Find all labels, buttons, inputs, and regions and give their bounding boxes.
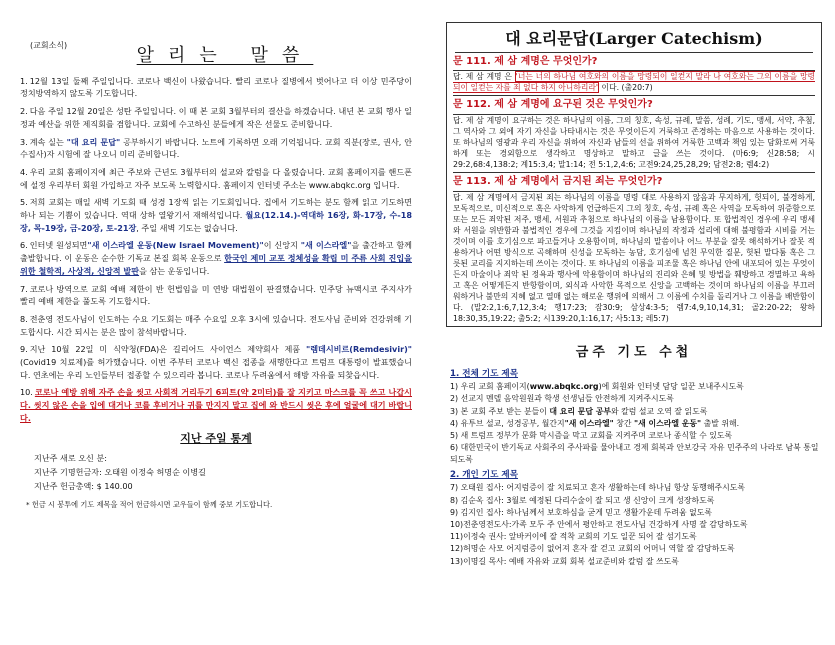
right-column: [446, 22, 822, 568]
catechism-title: 대 요리문답(Larger Catechism): [455, 23, 813, 53]
announcement-item: 1. 12월 13일 둘째 주일입니다. 코로나 백신이 나왔습니다. 빨리 코로나 질병에서 벗어나고 더 이상 민주당이 정치방역하지 않도록 기도합니다.: [20, 75, 412, 99]
announcement-item: 8. 전춘영 전도사님이 인도하는 수요 기도회는 매주 수요일 오후 3시에 있습니다. 전도사님 준비와 건강위해 기도합시다. 시간 되시는 분은 많이 참석바랍니다.: [20, 313, 412, 337]
question-112: 문 112. 제 삼 계명에 요구된 것은 무엇인가?: [453, 99, 653, 111]
announcement-item: 9. 지난 10월 22일 미 식약청(FDA)은 길리어드 사이언스 제약회사 제품 "렘데시비르(Remdesivir)"(Covid19 치료제)를 허가했습니다. 이번 주부터 코로나 백신 접종을 새행한다고 트럼프 대통령이 발표했습니다. 연초에는 우리 노인들부터 접종할 수 있으리라 봅니다. 코로나 두려움에서 해방 자유를 되찾읍시다.: [20, 344, 412, 380]
announcement-item: 5. 저희 교회는 매일 새벽 기도회 때 성경 1장씩 읽는 기도회입니다. 집에서 기도하는 분도 함께 읽고 기도하면 하나 되는 기쁨이 있습니다. 역대 상하 열왕기서 재해석입니다. 월요(12.14.)-역대하 16장, 화-17장, 수-18장, 목-19장, 금-20장, 토-21장, 주일 새벽 기도는 없습니다.: [20, 197, 412, 233]
prayer-item: 5) 새 트럼프 정부가 문화 막시즘을 막고 교회를 지켜주며 코로나 종식할 수 있도록: [450, 431, 733, 441]
announcement-item: 3. 계속 실는 "대 요리 문답" 공부하시기 바랍니다. 노트에 기록하면 오래 기억됩니다. 교회 직분(장로, 권사, 안수집사)자 시험에 잘 나오니 미리 준비합니다.: [20, 136, 413, 160]
prayer-item: 7) 오태원 집사: 어지럼증이 잘 치료되고 혼자 생활하는데 하나님 항상 동행해주시도록: [450, 483, 746, 493]
stat-new-visitors: 지난주 새로 오신 분:: [34, 453, 107, 464]
announcements-column: [20, 28, 412, 512]
church-news-tag: (교회소식): [30, 41, 68, 50]
question-111: 문 111. 제 삼 계명은 무엇인가?: [453, 55, 598, 67]
prayer-item: 9) 김지인 집사: 하나님께서 보호하심을 굳게 믿고 생활가운데 두려움 없도록: [450, 507, 713, 517]
prayer-item: 4) 유투브 설교, 성경공부, 월간지"새 이스라엘" 창간 "새 이스라엘 운동" 출발 위해.: [450, 418, 740, 428]
announcement-item: 7. 코로나 방역으로 교회 예배 제한이 반 헌법임을 미 연방 대법원이 판결했습니다. 민주당 뉴맥시코 주지사가 빨리 예배 제한을 풀도록 기도합시다.: [20, 283, 412, 307]
prayer-item: 2) 선교지 멘델 음악원원과 학생 선생님들 안전하게 지켜주시도록: [450, 394, 674, 404]
stat-offering-total: 지난주 헌금총액: $ 140.00: [34, 481, 133, 492]
prayer-item: 11)이정숙 권사: 앞바커이에 잘 적착 교회의 기도 일꾼 되어 잘 섬기도록: [450, 532, 697, 542]
prayer-item: 3) 본 교회 주보 받는 분들이 대 요리 문답 공부와 칼럼 설교 오역 잘 읽도록: [450, 406, 708, 416]
prayer-item: 13)이명길 목사: 예배 자유와 교회 회복 설교준비와 칼럼 잘 쓰도록: [450, 556, 679, 566]
last-week-stats-title: 지난 주일 통계: [180, 431, 252, 445]
prayer-item: 12)허명순 사모 어지럼증이 없어져 혼자 잘 걷고 교회의 어머니 역할 잘 감당하도록: [450, 544, 735, 554]
announcement-item: 2. 다음 주일 12월 20일은 성탄 주일입니다. 이 때 본 교회 3월부터의 결산을 하겠습니다. 내년 본 교회 행사 일정과 예산을 위한 제직회를 겸합니다. 교회에 수고하신 분들에게 작은 선물도 준비합니다.: [20, 106, 412, 129]
announcements-title: 알리는 말씀: [136, 45, 314, 66]
announcement-item: 4. 우리 교회 홈페이지에 최근 주보와 근년도 3월부터의 설교와 칼럼을 다 올렸습니다. 교회 홈페이지를 핸드폰에 설정 우리부터 회원 가입하고 자주 보도록 노력합시다. 홈페이지 인터넷 주소는 www.abqkc.org 입니다.: [20, 166, 412, 190]
answer-112: 답. 제 삼 계명이 요구하는 것은 하나님의 이름, 그의 칭호, 속성, 규례, 말씀, 성례, 기도, 맹세, 서약, 추첨, 그 역사와 그 외에 자기 자신을 나타내시는 것은 무엇이든지 거룩하고 존경하는 마음으로 사용하는 것이다. 또 하나님의 영광과 우리 자신을 위하여 자신과 남들의 선을 위하여 거룩한 고백과 책임 있는 담화로써 거룩하게 또는 경외함으로 생각하고 명상하고 말하고 글을 쓰는 것이다. (마6:9; 신28:58; 시29:2,68:4,138:2; 계15:3,4; 말1:14; 전 5:1,2,4:6; 고전9:24,25,28,29; 담전2:8; 렘4:2): [453, 116, 815, 170]
announcement-item: 6. 인터넷 원성되면"새 이스라엘 운동(New Israel Movement)"이 신앙지 "새 이스라엘"을 출간하고 함께 출발합니다. 이 운동은 순수한 기독교 본질 회복 운동으로 한국인 제미 교포 정체성을 확립 미 주류 사회 진입을 위한 철학적, 사상적, 신앙적 발판을 삼는 운동입니다.: [20, 240, 412, 276]
prayer-item: 6) 대한민국이 반기독교 사회주의 주사파를 물아내고 경제 회복과 안보강국 자유 민주주의 나라로 남북 통일되도록: [450, 443, 819, 465]
prayer-item: 1) 우리 교회 홈페이지(www.abqkc.org)에 회원와 인터넷 담당 일꾼 보내주시도록: [450, 382, 744, 392]
prayer-item: 10)전춘영전도사:가족 모두 주 안에서 평안하고 전도사님 건강하게 사명 잘 감당하도록: [450, 519, 748, 529]
stat-offering-names: 지난주 기명헌금자: 오태원 이정숙 허명순 이병길: [34, 467, 206, 478]
announcement-list: [20, 75, 412, 425]
offering-note: * 헌금 시 봉투에 기도 제목을 적어 헌금하시면 교우들이 함께 중보 기도합니다.: [26, 500, 273, 510]
prayer-section-general: 1. 전체 기도 제목: [450, 368, 519, 379]
announcement-item: 10. 코로나 예방 위해 자주 손을 씻고 사회적 거리두기 6피트(약 2미터)를 잘 지키고 마스크를 꼭 쓰고 나갑시다. 씻지 않은 손을 입에 대거나 코를 후비거나 귀를 만지지 말고 집에 와 반드시 씻은 후에 얼굴에 대기 바랍니다.: [20, 387, 412, 423]
prayer-title: 금주 기도 수첩: [575, 344, 693, 360]
answer-113: 답. 제 삼 계명에서 금지된 죄는 하나님의 이름을 명령 대로 사용하지 않음과 무지하게, 헛되이, 불경하게, 모독적으로, 미신적으로 혹은 사악하게 언급하든지 그의 칭호, 속성, 규례 혹은 사역을 모독하여 위증함으로 또는 모든 죄악된 저주, 맹세, 서원과 추첨으로 하나님의 이름을 남용함이다. 또 합법적인 경우에 우리 맹세와 서원을 위반함과 불법적인 경우에 그것을 지킴이며 하나님의 작정과 섭리에 대해 불평함과 시비를 거는 것이며 이를 호기심으로 파고들거나 오용함이며, 하나님의 말씀이나 어느 부분을 잘못 해석하거나 잘못 적용하거나 어떤 방식으로 곡해하며 신성을 모독하는 농담, 호기심에 넘친 무익한 질문, 헛된 말다툼 혹은 그릇된 교리를 지지하는데 쓰이는 것이다. 또 하나님의 이름을 피조물 혹은 하나님 안에 내포되어 있는 무엇이든지 마술이나 죄악 된 정욕과 행사에 악용함이며 하나님의 진리와 은혜 및 방법을 훼방하고 경멸하고 욕하고 혹은 어떻게든지 반항함이며, 외식과 사악한 목적으로 신앙을 고백하는 것이며 하나님의 이름을 부끄러워하거나 불만의 지혜 없고 열매 없는 해로운 행위에 의해서 그 이름에 수치를 돌리거나 그 이름을 배반함이다. (말2:2,1:6,7,12,3:4; 행17:23; 잠30:9; 삼상4:3-5; 렘7:4,9,10,14,31; 골2:20-22; 왕하18:30,35,19:22; 출5:2; 시139:20,1:16,17; 사5:13; 레5:7): [453, 192, 815, 323]
catechism-box: [446, 22, 822, 327]
prayer-item: 8) 김순옥 집사: 3월로 예정된 다리수술이 잘 되고 생 신앙이 크게 성장하도록: [450, 495, 715, 505]
question-113: 문 113. 제 삼 계명에서 금지된 죄는 무엇인가?: [453, 176, 663, 188]
answer-111: 답. 제 삼 계명 은 '너는 너의 하나님 여호와의 이름을 망령되이 일컫지 말라 나 여호와는 그의 이름을 망령되이 일컫는 자를 죄 없다 하지 아니하리라' 이다. (출20:7): [453, 72, 816, 93]
prayer-section-personal: 2. 개인 기도 제목: [450, 469, 519, 480]
